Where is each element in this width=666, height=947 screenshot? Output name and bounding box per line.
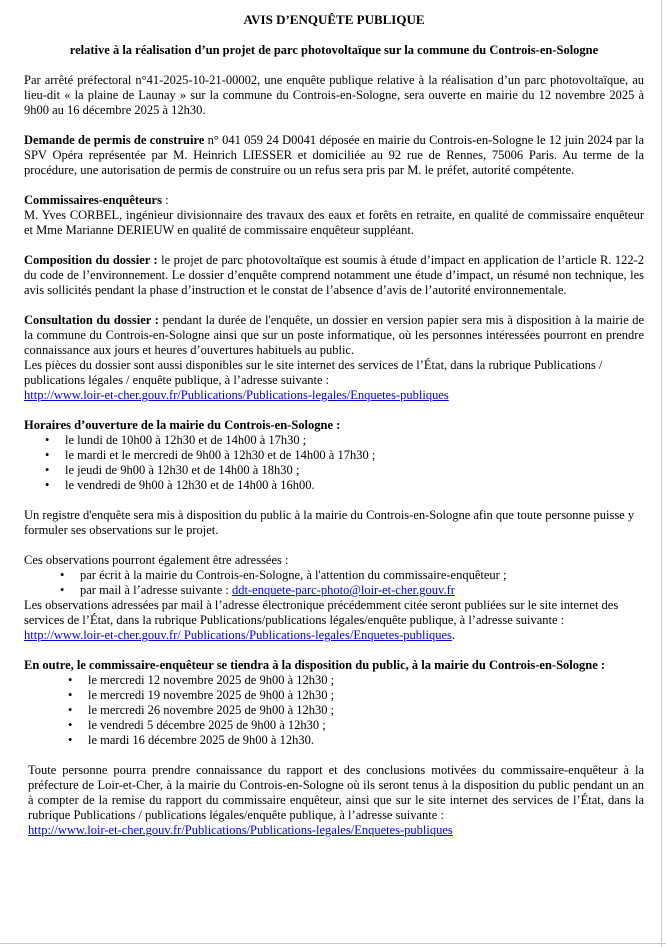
composition-heading: Composition du dossier : <box>24 253 158 267</box>
bullet-icon: • <box>68 673 73 687</box>
consultation-heading: Consultation du dossier : <box>24 313 159 327</box>
list-item: • le mardi 16 décembre 2025 de 9h00 à 12h30. <box>68 733 314 747</box>
list-item: • le lundi de 10h00 à 12h30 et de 14h00 à 17h30 ; <box>45 433 307 447</box>
bullet-icon: • <box>45 463 50 477</box>
permit-text: n° 041 059 24 D0041 déposée en mairie du Controis-en-Sologne le 12 juin 2024 par la SPV Opéra représentée par M. Heinrich LIESSER et domiciliée au 92 rue de Rennes, 75006 Paris. Au terme de la procédure, une autorisation de permis de construire ou un refus sera pris par M. le préfet, autorité compétente. <box>24 133 644 177</box>
permit-paragraph <box>24 133 644 178</box>
bullet-icon: • <box>45 448 50 462</box>
intro-paragraph: Par arrêté préfectoral n°41-2025-10-21-00002, une enquête publique relative à la réalisation d’un parc photovoltaïque, au lieu-dit « la plaine de Launay » sur la commune du Controis-en-Sologne, sera ouverte en mairie du 12 novembre 2025 à 9h00 au 16 décembre 2025 à 12h30. <box>24 73 644 117</box>
permanences-list <box>24 673 644 748</box>
permanences-section <box>24 658 644 748</box>
hours-list <box>24 433 644 493</box>
bullet-icon: • <box>68 688 73 702</box>
bullet-icon: • <box>60 568 65 582</box>
list-item: • le vendredi de 9h00 à 12h30 et de 14h00 à 16h00. <box>45 478 315 492</box>
report-link[interactable]: http://www.loir-et-cher.gouv.fr/Publications/Publications-legales/Enquetes-publiques <box>28 823 453 837</box>
page-border-right <box>661 0 662 947</box>
notice-subtitle: relative à la réalisation d’un projet de parc photovoltaïque sur la commune du Controis-en-Sologne <box>69 43 599 57</box>
bullet-icon: • <box>60 583 65 597</box>
observations-publication-link[interactable]: http://www.loir-et-cher.gouv.fr/ Publications/Publications-legales/Enquetes-publiques <box>24 628 452 642</box>
consultation-text: pendant la durée de l'enquête, un dossier en version papier sera mis à disposition à la mairie de la commune du Controis-en-Sologne ainsi que sur un poste informatique, où les personnes intéressées pourront en prendre connaissance aux jours et heures d’ouvertures habituels au public. <box>24 313 644 357</box>
consultation-link[interactable]: http://www.loir-et-cher.gouv.fr/Publications/Publications-legales/Enquetes-publiques <box>24 388 449 402</box>
register-paragraph: Un registre d'enquête sera mis à disposition du public à la mairie du Controis-en-Sologne afin que toute personne puisse y formuler ses observations sur le projet. <box>24 508 635 537</box>
consultation-section <box>24 313 644 403</box>
observations-list <box>24 568 644 598</box>
notice-title: AVIS D’ENQUÊTE PUBLIQUE <box>243 12 425 27</box>
list-item: • le mercredi 19 novembre 2025 de 9h00 à 12h30 ; <box>68 688 335 702</box>
list-item: • par mail à l’adresse suivante : ddt-enquete-parc-photo@loir-et-cher.gouv.fr <box>60 583 455 597</box>
list-item: • le mercredi 26 novembre 2025 de 9h00 à 12h30 ; <box>68 703 335 717</box>
page-border-bottom <box>0 943 666 944</box>
bullet-icon: • <box>68 718 73 732</box>
bullet-icon: • <box>68 703 73 717</box>
consultation-paragraph <box>24 313 644 358</box>
commissioners-heading-line <box>24 193 644 208</box>
permanences-heading: En outre, le commissaire-enquêteur se tiendra à la disposition du public, à la mairie du Controis-en-Sologne : <box>24 658 606 672</box>
bullet-icon: • <box>68 733 73 747</box>
composition-text: le projet de parc photovoltaïque est soumis à étude d’impact en application de l’article R. 122-2 du code de l’environnement. Le dossier d’enquête comprend notamment une étude d’impact, un résumé non technique, les avis sollicités pendant la phase d’instruction et le constat de l’absence d’avis de l’autorité environnementale. <box>24 253 644 297</box>
observations-email-link[interactable]: ddt-enquete-parc-photo@loir-et-cher.gouv.fr <box>232 583 455 597</box>
list-item: • le mardi et le mercredi de 9h00 à 12h30 et de 14h00 à 17h30 ; <box>45 448 376 462</box>
report-paragraph: Toute personne pourra prendre connaissance du rapport et des conclusions motivées du commissaire-enquêteur à la préfecture de Loir-et-Cher, à la mairie du Controis-en-Sologne où ils seront tenus à la disposition du public pendant un an à compter de la remise du rapport du commissaire enquêteur, ainsi que sur le site internet des services de l’État, dans la rubrique Publications / publications légales/enquête publique, à l’adresse suivante : <box>28 763 644 822</box>
report-section <box>24 763 644 838</box>
bullet-icon: • <box>45 433 50 447</box>
list-item: • le jeudi de 9h00 à 12h30 et de 14h00 à 18h30 ; <box>45 463 300 477</box>
list-item: • le mercredi 12 novembre 2025 de 9h00 à 12h30 ; <box>68 673 335 687</box>
commissioners-heading-suffix: : <box>161 193 169 207</box>
commissioners-heading: Commissaires-enquêteurs <box>24 193 162 207</box>
commissioners-text: M. Yves CORBEL, ingénieur divisionnaire des travaux des eaux et forêts en retraite, en qualité de commissaire enquêteur et Mme Marianne DERIEUW en qualité de commissaire enquêteur suppléant. <box>24 208 644 237</box>
composition-paragraph <box>24 253 644 298</box>
bullet-icon: • <box>45 478 50 492</box>
hours-heading: Horaires d’ouverture de la mairie du Controis-en-Sologne : <box>24 418 341 432</box>
observations-intro: Ces observations pourront également être adressées : <box>24 553 289 567</box>
list-item: • par écrit à la mairie du Controis-en-Sologne, à l'attention du commissaire-enquêteur ; <box>60 568 507 582</box>
list-item: • le vendredi 5 décembre 2025 de 9h00 à 12h30 ; <box>68 718 326 732</box>
hours-section <box>24 418 644 493</box>
commissioners-section <box>24 193 644 238</box>
observations-section <box>24 553 644 643</box>
permit-heading: Demande de permis de construire <box>24 133 205 147</box>
consultation-online-text: Les pièces du dossier sont aussi disponibles sur le site internet des services de l’État, dans la rubrique Publications / publications légales / enquête publique, à l’adresse suivante : <box>24 358 603 387</box>
observations-publication: Les observations adressées par mail à l’adresse électronique précédemment citée seront publiées sur le site internet des services de l’État, dans la rubrique Publications/publications légales/enquête publique, à l’adresse suivante : http://www.loir-et-cher.gouv.fr/ Publications/Publications-legales/Enquetes-publiques. <box>24 598 619 642</box>
